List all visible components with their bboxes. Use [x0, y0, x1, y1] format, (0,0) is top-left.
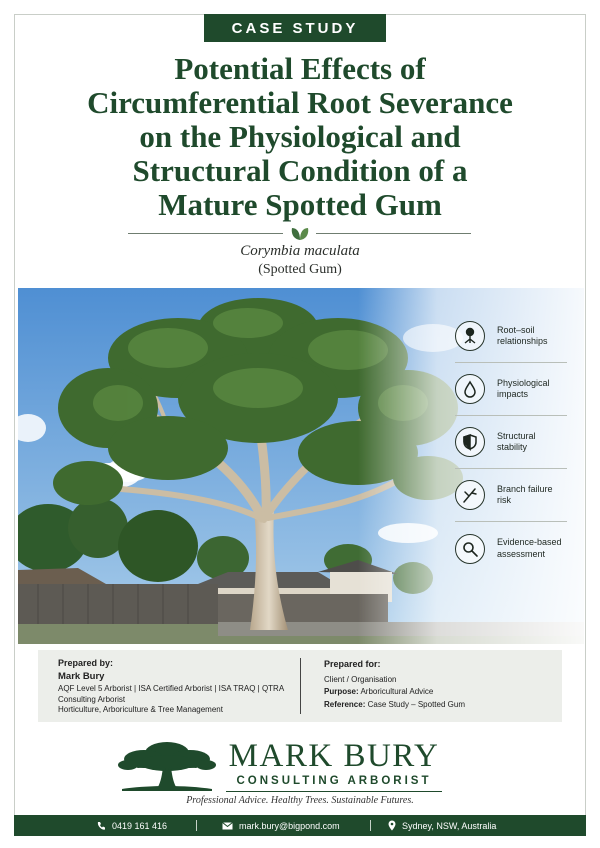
brand-underline — [226, 791, 442, 792]
brand-tagline: Professional Advice. Healthy Trees. Sustainable Futures. — [186, 795, 414, 806]
magnifier-icon — [455, 534, 485, 564]
feature-label: Root–soil relationships — [497, 324, 548, 346]
client-name: Client / Organisation — [324, 674, 397, 684]
reference-value: Case Study – Spotted Gum — [367, 699, 465, 709]
panel-separator — [300, 658, 301, 714]
feature-item — [455, 363, 567, 416]
email-address: mark.bury@bigpond.com — [239, 820, 340, 831]
footer-separator — [370, 820, 371, 831]
purpose-label: Purpose: — [324, 687, 359, 696]
reference-label: Reference: — [324, 699, 366, 709]
divider-left — [128, 233, 283, 234]
contact-footer — [14, 815, 586, 836]
title-line: Mature Spotted Gum — [158, 187, 442, 222]
case-study-badge: CASE STUDY — [204, 14, 386, 42]
prepared-by-heading: Prepared by: — [58, 658, 114, 668]
title-line: Circumferential Root Severance — [87, 85, 513, 120]
prepared-by — [58, 658, 298, 716]
feature-item — [455, 522, 567, 575]
feature-item — [455, 469, 567, 522]
brand-name: MARK BURY — [228, 738, 440, 774]
feature-label: Structural stability — [497, 430, 536, 452]
purpose-row — [324, 686, 554, 699]
droplet-icon — [455, 374, 485, 404]
feature-label: Physiological impacts — [497, 377, 550, 399]
location-text: Sydney, NSW, Australia — [402, 820, 497, 831]
prepared-panel — [38, 650, 562, 722]
shield-icon — [455, 427, 485, 457]
feature-label: Branch failure risk — [497, 483, 553, 505]
author-field: Horticulture, Arboriculture & Tree Management — [58, 705, 223, 714]
prepared-for-heading: Prepared for: — [324, 659, 381, 669]
feature-list — [455, 310, 567, 575]
author-credentials: AQF Level 5 Arborist | ISA Certified Arborist | ISA TRAQ | QTRA Consulting Arborist — [58, 684, 284, 704]
purpose-value: Arboricultural Advice — [360, 687, 434, 696]
phone-number: 0419 161 416 — [112, 820, 168, 831]
brand-subtitle: CONSULTING ARBORIST — [236, 775, 432, 787]
phone-contact — [96, 821, 167, 831]
envelope-icon — [222, 822, 233, 830]
roots-icon — [455, 321, 485, 351]
branch-icon — [455, 480, 485, 510]
leaf-icon — [288, 225, 312, 241]
location-contact — [388, 820, 496, 831]
author-name: Mark Bury — [58, 670, 105, 682]
title-line: on the Physiological and — [139, 119, 461, 154]
feature-label: Evidence-based assessment — [497, 537, 562, 559]
divider-right — [316, 233, 471, 234]
phone-icon — [96, 821, 106, 831]
location-pin-icon — [388, 820, 396, 831]
document-title — [40, 52, 560, 222]
title-line: Potential Effects of — [174, 51, 426, 86]
email-contact — [222, 821, 340, 831]
title-line: Structural Condition of a — [132, 153, 468, 188]
feature-item — [455, 310, 567, 363]
footer-separator — [196, 820, 197, 831]
scientific-name: Corymbia maculata — [240, 243, 360, 259]
common-name: (Spotted Gum) — [258, 262, 342, 277]
tree-logo — [118, 737, 216, 795]
prepared-for — [324, 658, 554, 711]
reference-row — [324, 699, 554, 712]
feature-item — [455, 416, 567, 469]
